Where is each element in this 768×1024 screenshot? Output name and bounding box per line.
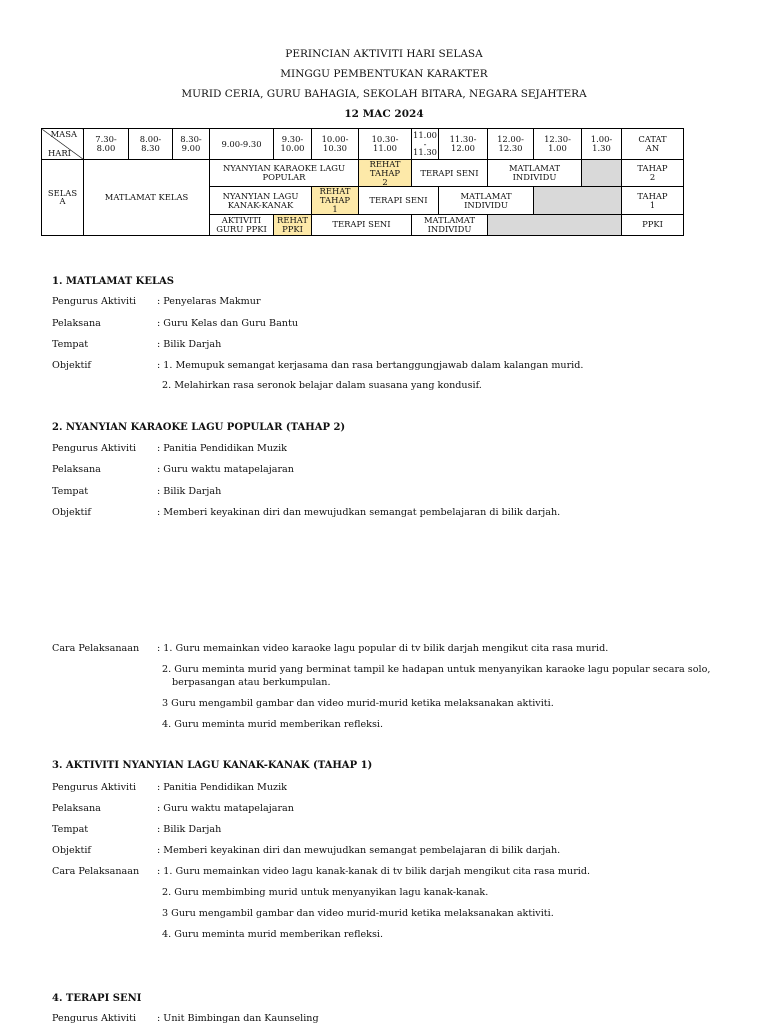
time-header: 11.00 - 11.30 [412, 129, 439, 160]
catatan-cell: TAHAP 1 [622, 187, 684, 214]
time-header: 12.00- 12.30 [488, 129, 534, 160]
label-pengurus: Pengurus Aktiviti [52, 443, 137, 454]
day-cell: SELAS A [42, 160, 84, 236]
value-pengurus: : Panitia Pendidikan Muzik [157, 443, 287, 454]
value-objektif: 2. Melahirkan rasa seronok belajar dalam suasana yang kondusif. [162, 380, 482, 391]
label-tempat: Tempat [52, 824, 89, 835]
matlamat-individu-cell: MATLAMAT INDIVIDU [412, 214, 488, 235]
value-cara: 2. Guru meminta murid yang berminat tampil ke hadapan untuk menyanyikan karaoke lagu popular secara solo, [162, 664, 711, 675]
rehat-tahap1-cell: REHAT TAHAP 1 [312, 187, 359, 214]
label-objektif: Objektif [52, 845, 91, 856]
value-cara: : 1. Guru memainkan video lagu kanak-kanak di tv bilik darjah mengikut cita rasa murid. [157, 866, 591, 877]
terapi-seni-cell: TERAPI SENI [312, 214, 412, 235]
matlamat-kelas-cell: MATLAMAT KELAS [84, 160, 210, 236]
terapi-seni-cell: TERAPI SENI [359, 187, 439, 214]
time-header: 8.30- 9.00 [173, 129, 210, 160]
section-title: 1. MATLAMAT KELAS [52, 276, 174, 287]
time-header: 9.30- 10.00 [274, 129, 312, 160]
value-cara: 3 Guru mengambil gambar dan video murid-murid ketika melaksanakan aktiviti. [162, 698, 554, 709]
catatan-cell: PPKI [622, 214, 684, 235]
value-tempat: : Bilik Darjah [157, 339, 222, 350]
label-pelaksana: Pelaksana [52, 803, 101, 814]
table-header-row [42, 129, 684, 160]
time-header: 11.30- 12.00 [439, 129, 488, 160]
label-pengurus: Pengurus Aktiviti [52, 782, 137, 793]
section-title: 3. AKTIVITI NYANYIAN LAGU KANAK-KANAK (TAHAP 1) [52, 760, 373, 771]
label-objektif: Objektif [52, 507, 91, 518]
time-header: 10.30- 11.00 [359, 129, 412, 160]
time-header: 1.00- 1.30 [582, 129, 622, 160]
value-objektif: : 1. Memupuk semangat kerjasama dan rasa bertanggungjawab dalam kalangan murid. [157, 360, 584, 371]
label-pelaksana: Pelaksana [52, 464, 101, 475]
value-pelaksana: : Guru Kelas dan Guru Bantu [157, 318, 299, 329]
matlamat-individu-cell: MATLAMAT INDIVIDU [439, 187, 534, 214]
hari-label: HARI [48, 148, 71, 159]
value-cara: 2. Guru membimbing murid untuk menyanyikan lagu kanak-kanak. [162, 887, 489, 898]
time-header: 10.00- 10.30 [312, 129, 359, 160]
masa-label: MASA [50, 129, 77, 139]
matlamat-individu-cell: MATLAMAT INDIVIDU [488, 160, 582, 187]
value-pengurus: : Unit Bimbingan dan Kaunseling [157, 1013, 319, 1024]
value-objektif: : Memberi keyakinan diri dan mewujudkan semangat pembelajaran di bilik darjah. [157, 507, 561, 518]
label-tempat: Tempat [52, 486, 89, 497]
rehat-tahap2-cell: REHAT TAHAP 2 [359, 160, 412, 187]
rehat-ppki-cell: REHAT PPKI [274, 214, 312, 235]
catatan-header: CATAT AN [622, 129, 684, 160]
masa-hari-cell [42, 129, 84, 160]
nyanyian-kanak-cell: NYANYIAN LAGU KANAK-KANAK [210, 187, 312, 214]
doc-motto: MURID CERIA, GURU BAHAGIA, SEKOLAH BITARA, NEGARA SEJAHTERA [181, 88, 587, 100]
label-pengurus: Pengurus Aktiviti [52, 1013, 137, 1024]
empty-cell [582, 160, 622, 187]
section-title: 2. NYANYIAN KARAOKE LAGU POPULAR (TAHAP 2) [52, 422, 346, 433]
doc-subtitle: MINGGU PEMBENTUKAN KARAKTER [280, 68, 488, 80]
table-row [42, 160, 684, 187]
time-header: 9.00-9.30 [210, 129, 274, 160]
empty-cell [534, 187, 622, 214]
doc-title: PERINCIAN AKTIVITI HARI SELASA [285, 48, 483, 60]
time-header: 8.00- 8.30 [129, 129, 173, 160]
label-tempat: Tempat [52, 339, 89, 350]
label-cara: Cara Pelaksanaan [52, 866, 140, 877]
aktiviti-guru-cell: AKTIVITI GURU PPKI [210, 214, 274, 235]
value-tempat: : Bilik Darjah [157, 486, 222, 497]
value-pelaksana: : Guru waktu matapelajaran [157, 803, 294, 814]
label-pelaksana: Pelaksana [52, 318, 101, 329]
value-objektif: : Memberi keyakinan diri dan mewujudkan semangat pembelajaran di bilik darjah. [157, 845, 561, 856]
value-cara: berpasangan atau berkumpulan. [172, 677, 331, 688]
value-pengurus: : Penyelaras Makmur [157, 296, 261, 307]
time-header: 12.30- 1.00 [534, 129, 582, 160]
schedule-table [41, 128, 684, 236]
label-objektif: Objektif [52, 360, 91, 371]
empty-cell [488, 214, 622, 235]
time-header: 7.30- 8.00 [84, 129, 129, 160]
doc-date: 12 MAC 2024 [344, 108, 424, 120]
value-pengurus: : Panitia Pendidikan Muzik [157, 782, 287, 793]
terapi-seni-cell: TERAPI SENI [412, 160, 488, 187]
catatan-cell: TAHAP 2 [622, 160, 684, 187]
value-cara: 3 Guru mengambil gambar dan video murid-murid ketika melaksanakan aktiviti. [162, 908, 554, 919]
value-cara: 4. Guru meminta murid memberikan refleksi. [162, 929, 384, 940]
value-tempat: : Bilik Darjah [157, 824, 222, 835]
label-pengurus: Pengurus Aktiviti [52, 296, 137, 307]
value-pelaksana: : Guru waktu matapelajaran [157, 464, 294, 475]
section-title: 4. TERAPI SENI [52, 993, 142, 1004]
value-cara: : 1. Guru memainkan video karaoke lagu popular di tv bilik darjah mengikut cita rasa murid. [157, 643, 609, 654]
value-cara: 4. Guru meminta murid memberikan refleksi. [162, 719, 384, 730]
nyanyian-karaoke-cell: NYANYIAN KARAOKE LAGU POPULAR [210, 160, 359, 187]
label-cara: Cara Pelaksanaan [52, 643, 140, 654]
